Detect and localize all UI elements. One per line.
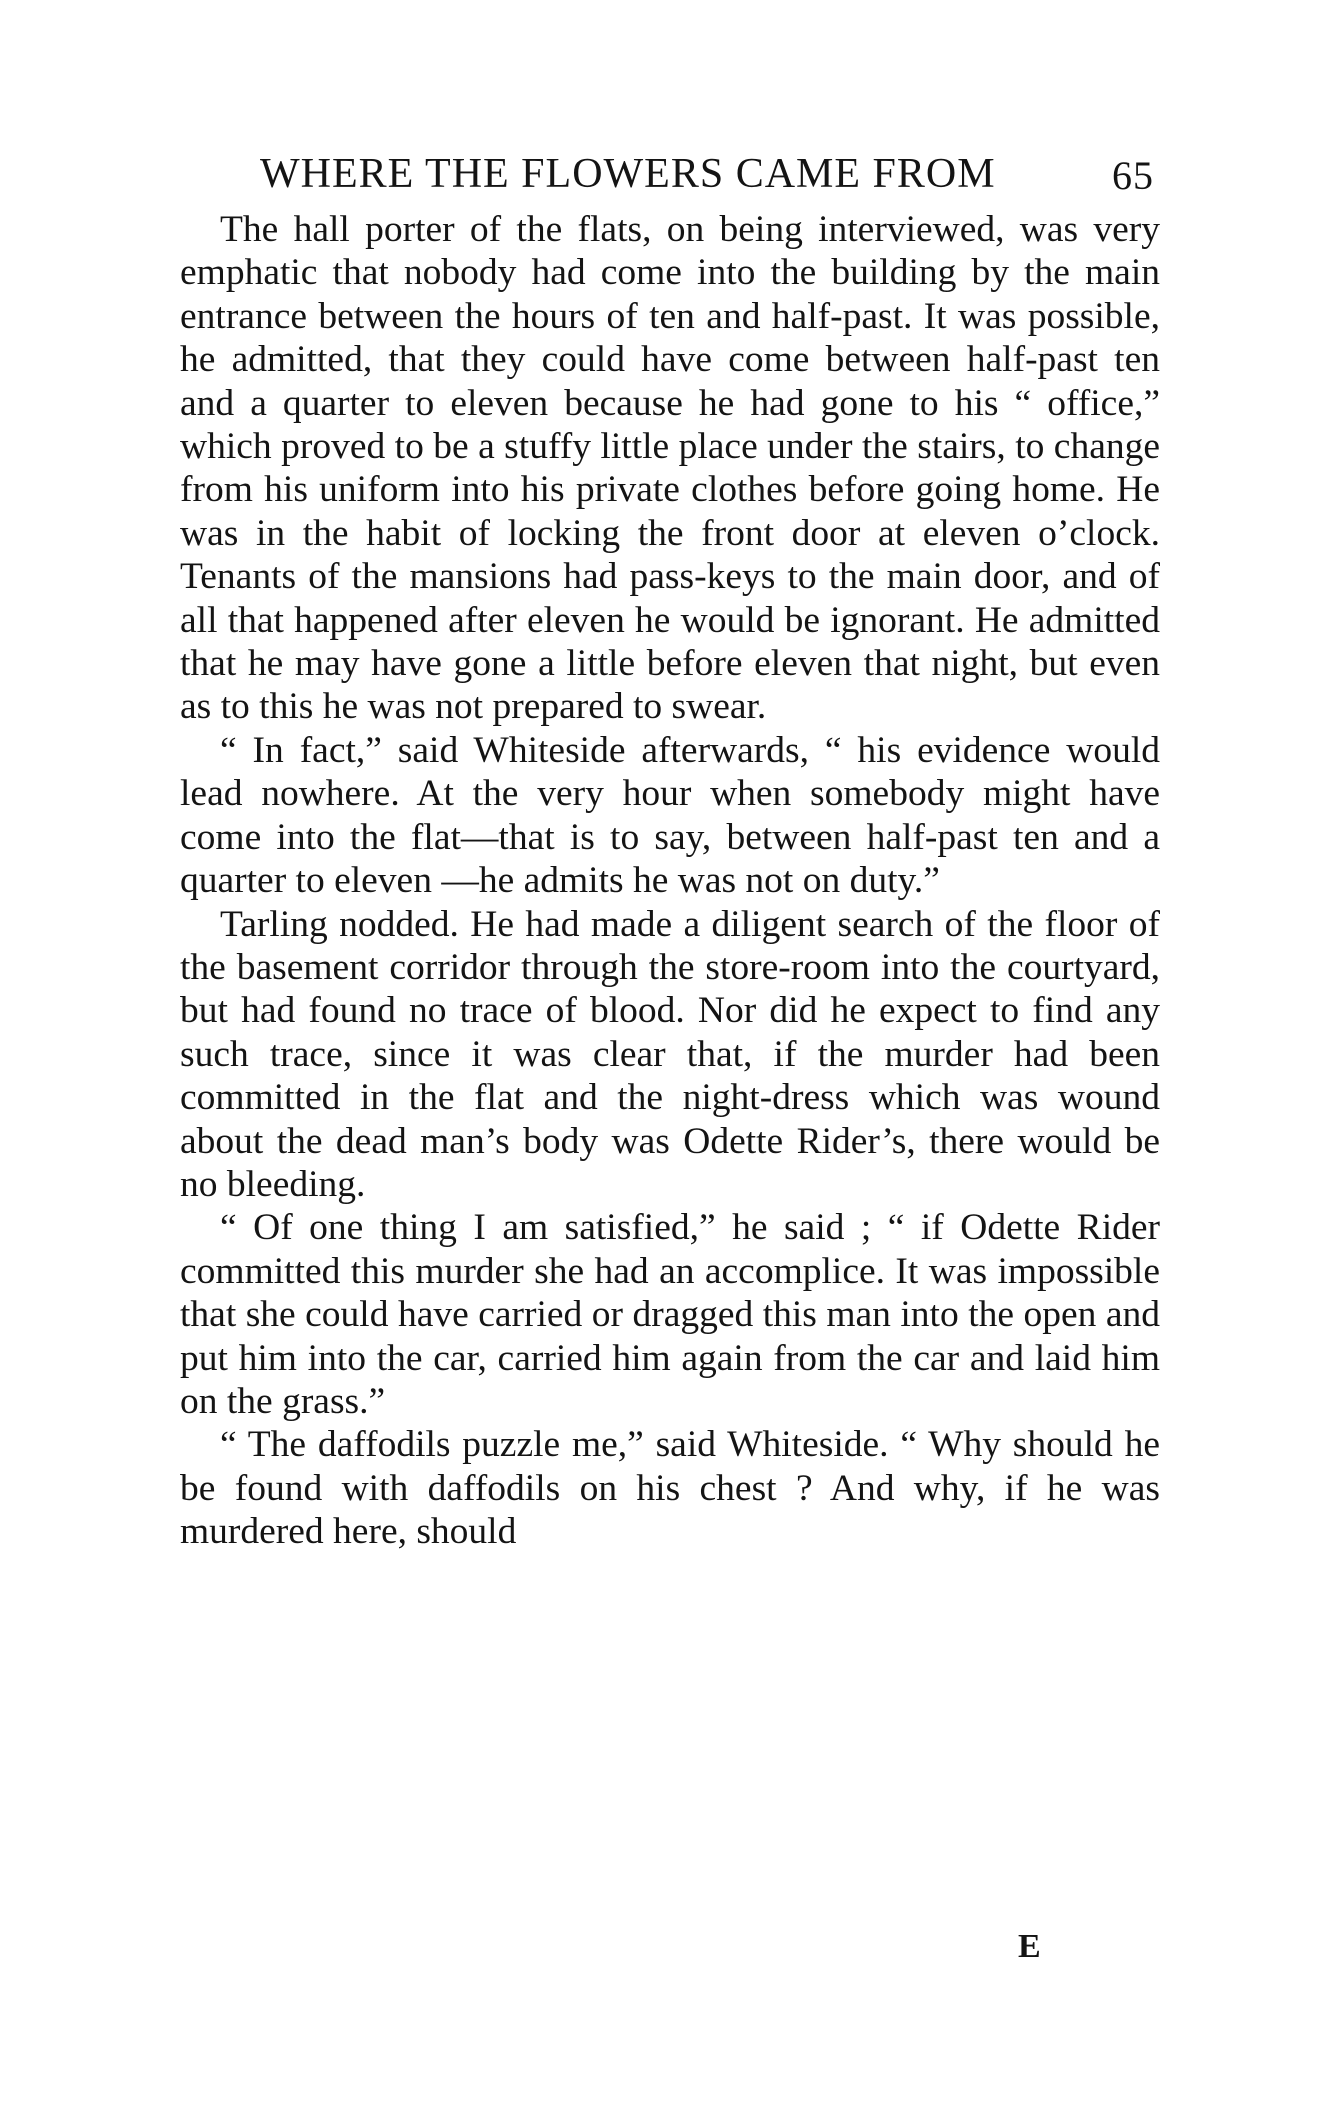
signature-mark: E <box>1018 1928 1041 1965</box>
paragraph: “ The daffodils puzzle me,” said Whiteside. “ Why should he be found with daffodils on his chest ? And why, if he was murdered here, should <box>180 1424 1160 1553</box>
running-title: WHERE THE FLOWERS CAME FROM <box>260 151 996 197</box>
paragraph: “ Of one thing I am satisfied,” he said ; “ if Odette Rider committed this murder she had an accomplice. It was impossible that she could have carried or dragged this man into the open and put him into the car, carried him again from the car and laid him on the grass.” <box>180 1207 1160 1422</box>
page-number: 65 <box>1112 153 1154 198</box>
paragraph: Tarling nodded. He had made a diligent search of the floor of the basement corridor through the store-room into the courtyard, but had found no trace of blood. Nor did he expect to find any such trace, since it was clear that, if the murder had been committed in the flat and the night-dress which was wound about the dead man’s body was Odette Rider’s, there would be no bleeding. <box>180 903 1160 1205</box>
body-text <box>180 208 1160 1554</box>
page-header <box>260 150 1160 210</box>
paragraph: The hall porter of the flats, on being interviewed, was very emphatic that nobody had come into the building by the main entrance between the hours of ten and half-past. It was possible, he admitted, that they could have come between half-past ten and a quarter to eleven because he had gone to his “ office,” which proved to be a stuffy little place under the stairs, to change from his uniform into his private clothes before going home. He was in the habit of locking the front door at eleven o’clock. Tenants of the mansions had pass-keys to the main door, and of all that happened after eleven he would be ignorant. He admitted that he may have gone a little before eleven that night, but even as to this he was not prepared to swear. <box>180 209 1160 728</box>
paragraph: “ In fact,” said Whiteside afterwards, “ his evidence would lead nowhere. At the very hour when somebody might have come into the flat—that is to say, between half-past ten and a quarter to eleven —he admits he was not on duty.” <box>180 729 1160 902</box>
